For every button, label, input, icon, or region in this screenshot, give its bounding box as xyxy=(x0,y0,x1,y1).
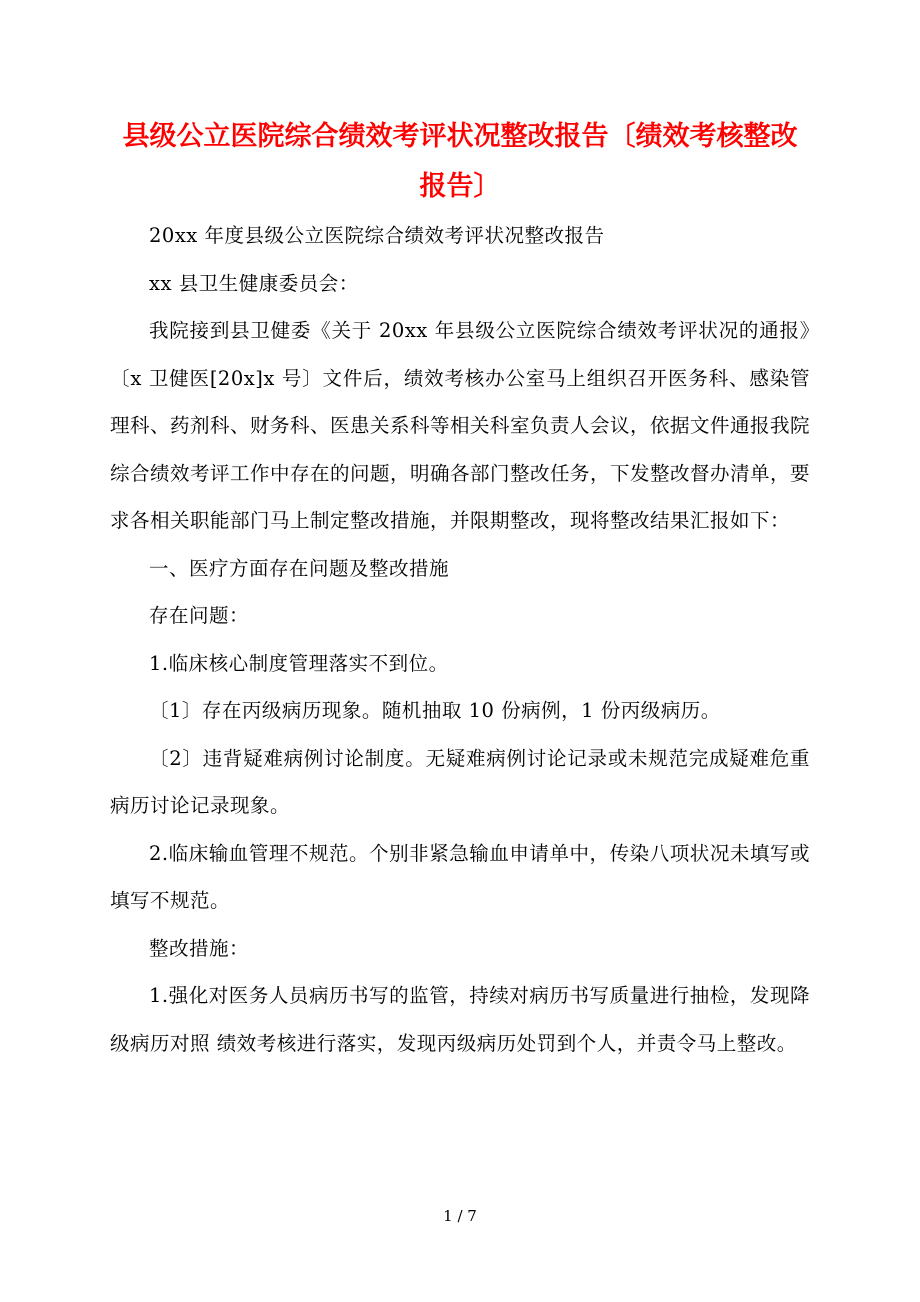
page-number: 1 / 7 xyxy=(443,1207,477,1225)
paragraph-problem-1: 1.临床核心制度管理落实不到位。 xyxy=(149,651,449,675)
document-body xyxy=(110,212,810,1067)
paragraph-introduction: 我院接到县卫健委《关于 20xx 年县级公立医院综合绩效考评状况的通报》〔x 卫健医[20x]x 号〕文件后，绩效考核办公室马上组织召开医务科、感染管理科、药剂科、财务科、医患关系科等相关科室负责人会议，依据文件通报我院综合绩效考评工作中存在的问题，明确各部门整改任务，下发整改督办清单，要求各相关职能部门马上制定整改措施，并限期整改，现将整改结果汇报如下： xyxy=(110,319,811,532)
paragraph-report-heading: 20xx 年度县级公立医院综合绩效考评状况整改报告 xyxy=(149,224,605,247)
paragraph-section-one-heading: 一、医疗方面存在问题及整改措施 xyxy=(149,556,450,580)
paragraph-problem-1-2: 〔2〕违背疑难病例讨论制度。无疑难病例讨论记录或未规范完成疑难危重病历讨论记录现象。 xyxy=(110,746,810,817)
paragraph-problem-2: 2.临床输血管理不规范。个别非紧急输血申请单中，传染八项状况未填写或填写不规范。 xyxy=(110,841,810,912)
paragraph-measures-label: 整改措施： xyxy=(149,936,250,960)
paragraph-measure-1: 1.强化对医务人员病历书写的监管，持续对病历书写质量进行抽检，发现降级病历对照 绩效考核进行落实，发现丙级病历处罚到个人，并责令马上整改。 xyxy=(110,984,810,1055)
paragraph-problems-label: 存在问题： xyxy=(149,604,250,627)
paragraph-addressee: xx 县卫生健康委员会： xyxy=(149,271,359,295)
paragraph-problem-1-1: 〔1〕存在丙级病历现象。随机抽取 10 份病例，1 份丙级病历。 xyxy=(149,699,721,722)
document-title: 县级公立医院综合绩效考评状况整改报告〔绩效考核整改报告〕 xyxy=(122,121,798,202)
